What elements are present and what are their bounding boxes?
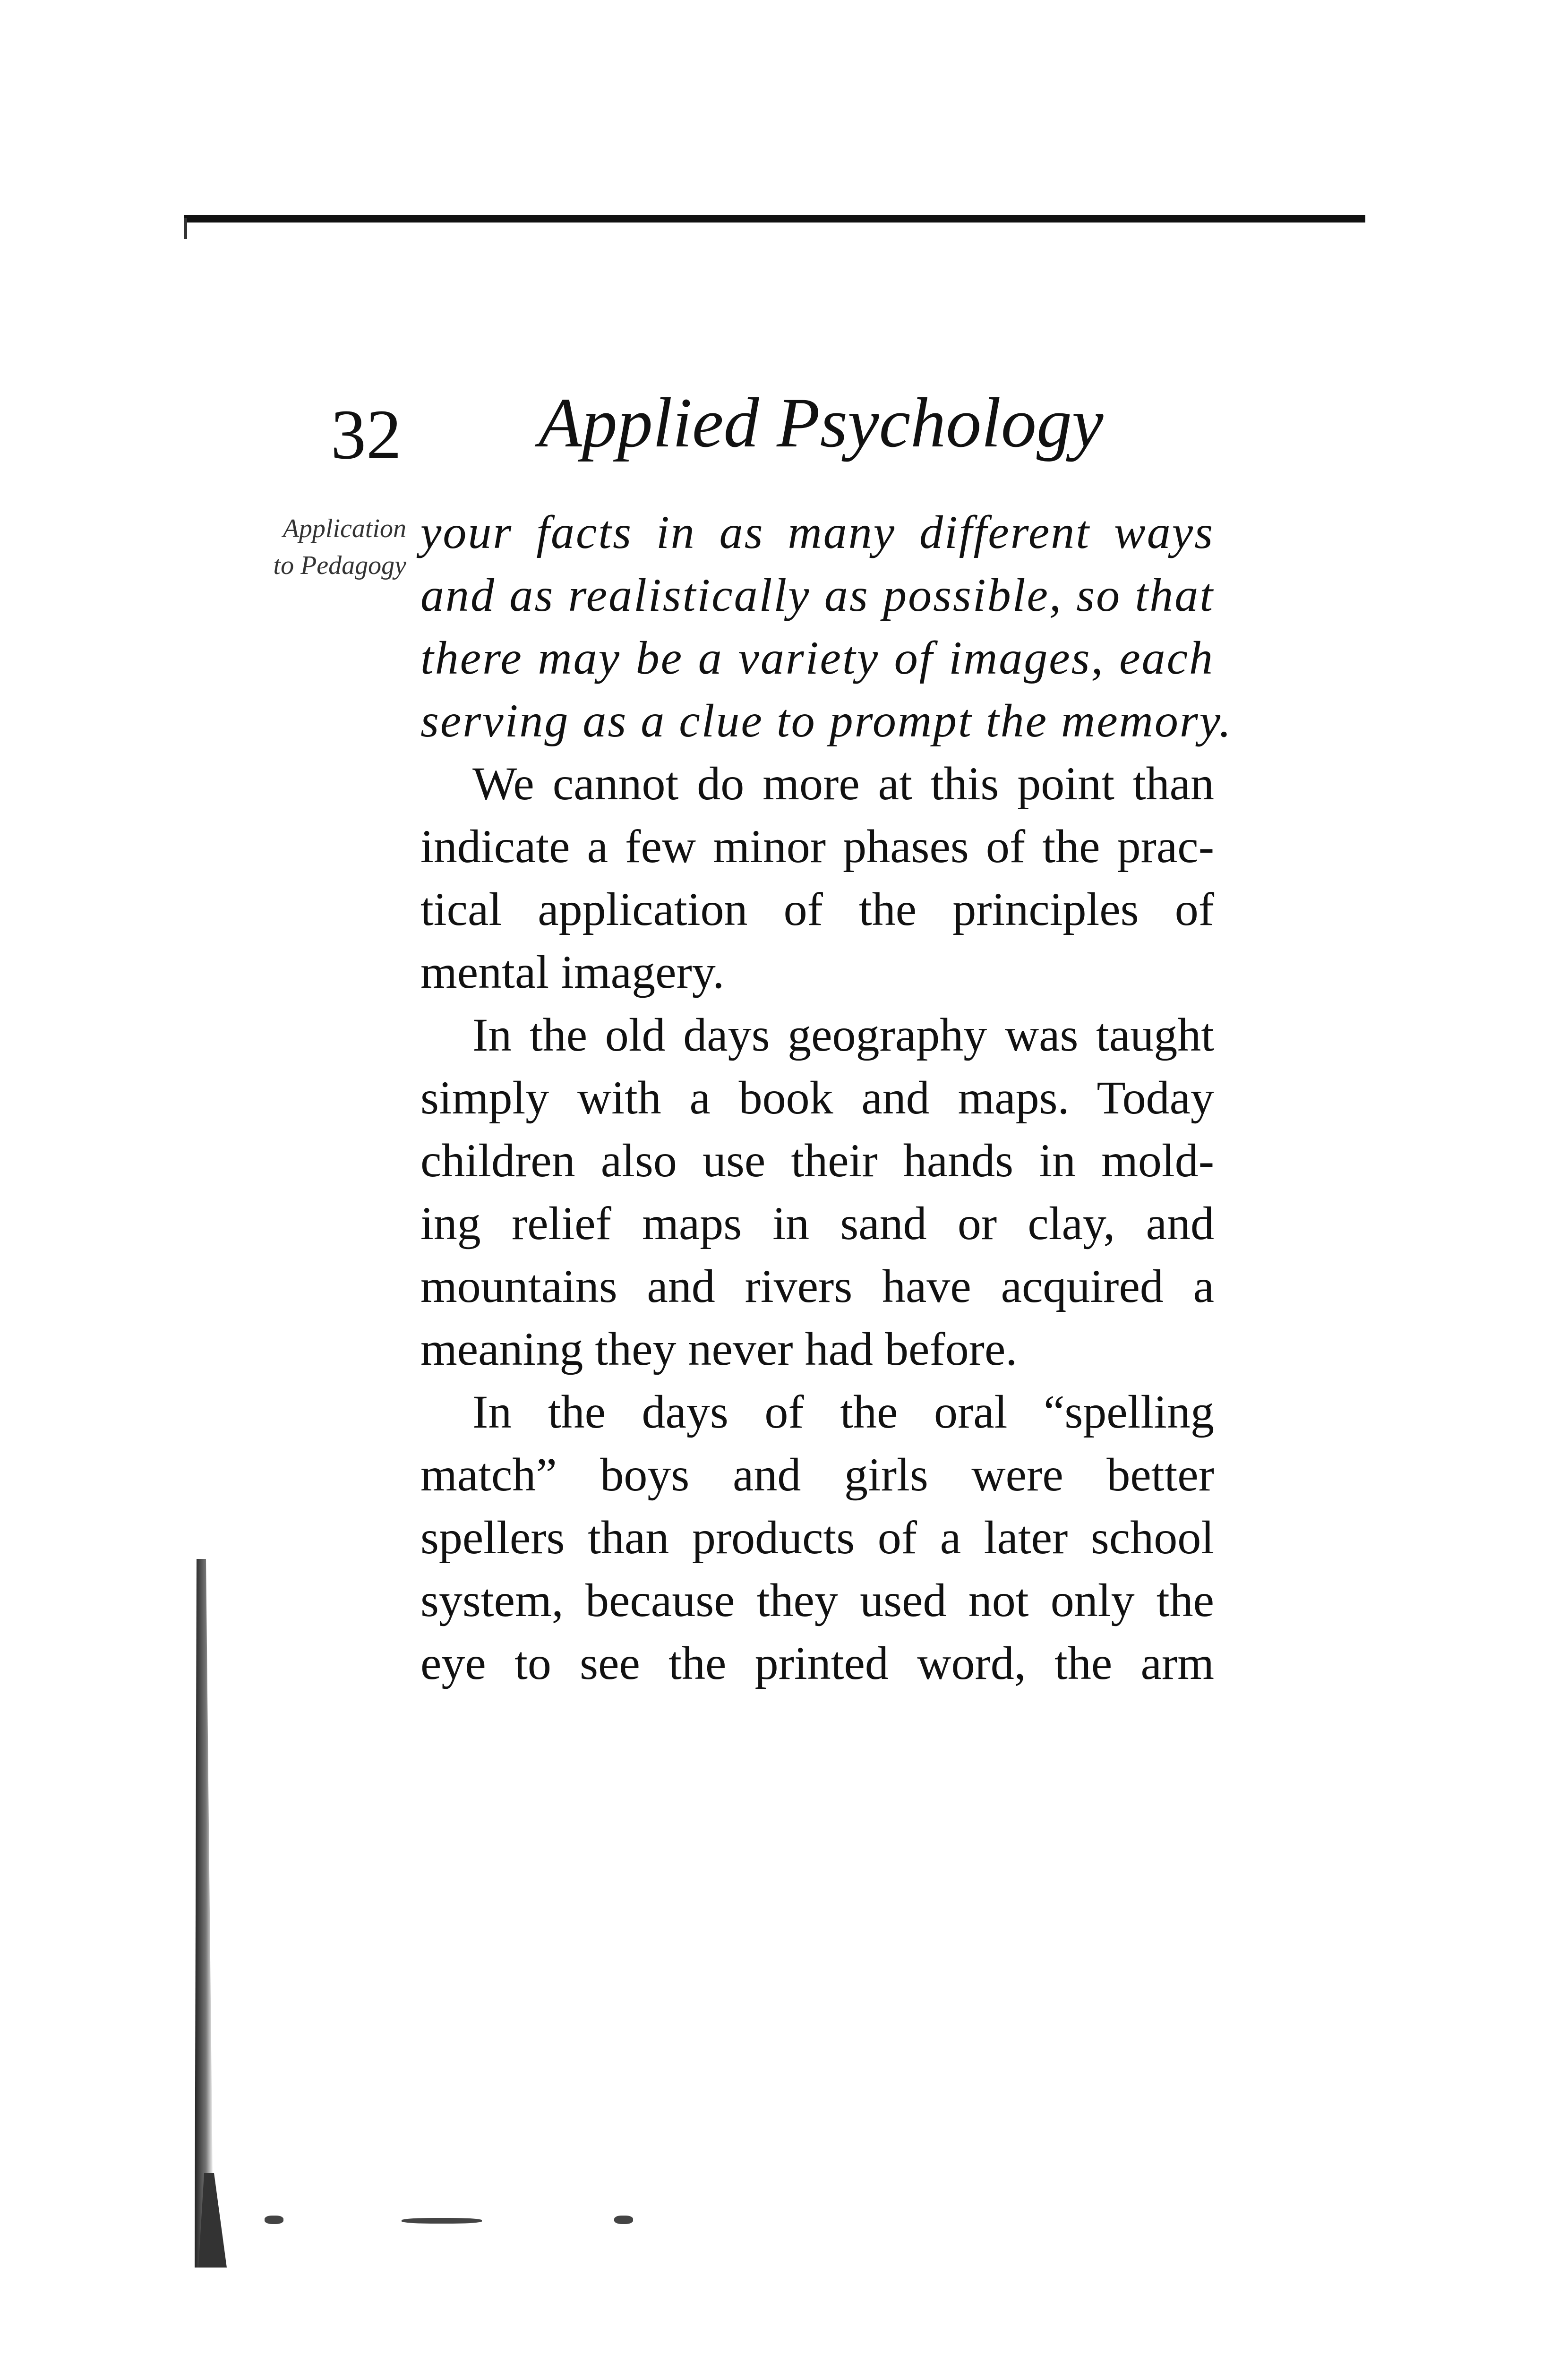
text-line: match” boys and girls were better bbox=[420, 1448, 1214, 1501]
ink-speck bbox=[614, 2216, 633, 2224]
text-line: In the days of the oral “spelling bbox=[472, 1386, 1214, 1438]
text-line: spellers than products of a later school bbox=[420, 1511, 1214, 1564]
text-line: In the old days geography was taught bbox=[472, 1009, 1214, 1061]
text-line: eye to see the printed word, the arm bbox=[420, 1637, 1214, 1689]
margin-note-line: Application bbox=[283, 514, 406, 543]
text-line: tical application of the principles of bbox=[420, 883, 1214, 935]
text-line: there may be a variety of images, each bbox=[420, 632, 1214, 684]
page-number: 32 bbox=[331, 395, 402, 474]
text-line: serving as a clue to prompt the memory. bbox=[420, 694, 1233, 747]
top-rule-tick bbox=[184, 218, 187, 239]
ink-speck bbox=[402, 2218, 482, 2224]
ink-speck bbox=[265, 2216, 283, 2224]
text-line: mountains and rivers have acquired a bbox=[420, 1260, 1214, 1312]
body-text bbox=[420, 501, 1233, 1694]
margin-note-line: to Pedagogy bbox=[273, 551, 406, 580]
top-rule bbox=[184, 215, 1365, 223]
text-line: and as realistically as possible, so that bbox=[420, 569, 1214, 621]
text-line: meaning they never had before. bbox=[420, 1323, 1018, 1375]
text-line: mental imagery. bbox=[420, 946, 725, 998]
margin-note bbox=[180, 510, 406, 584]
gutter-shadow bbox=[195, 1559, 214, 2268]
running-head: Applied Psychology bbox=[539, 384, 1104, 462]
text-line: system, because they used not only the bbox=[420, 1574, 1214, 1626]
text-line: ing relief maps in sand or clay, and bbox=[420, 1197, 1214, 1249]
paragraph bbox=[420, 501, 1233, 752]
paragraph bbox=[420, 1003, 1214, 1380]
paragraph bbox=[420, 1380, 1214, 1694]
text-line: We cannot do more at this point than bbox=[472, 757, 1214, 810]
text-line: simply with a book and maps. Today bbox=[420, 1071, 1214, 1124]
paragraph bbox=[420, 752, 1214, 1003]
text-line: your facts in as many different ways bbox=[420, 506, 1214, 558]
text-line: children also use their hands in mold- bbox=[420, 1134, 1214, 1187]
text-line: indicate a few minor phases of the prac- bbox=[420, 820, 1214, 873]
